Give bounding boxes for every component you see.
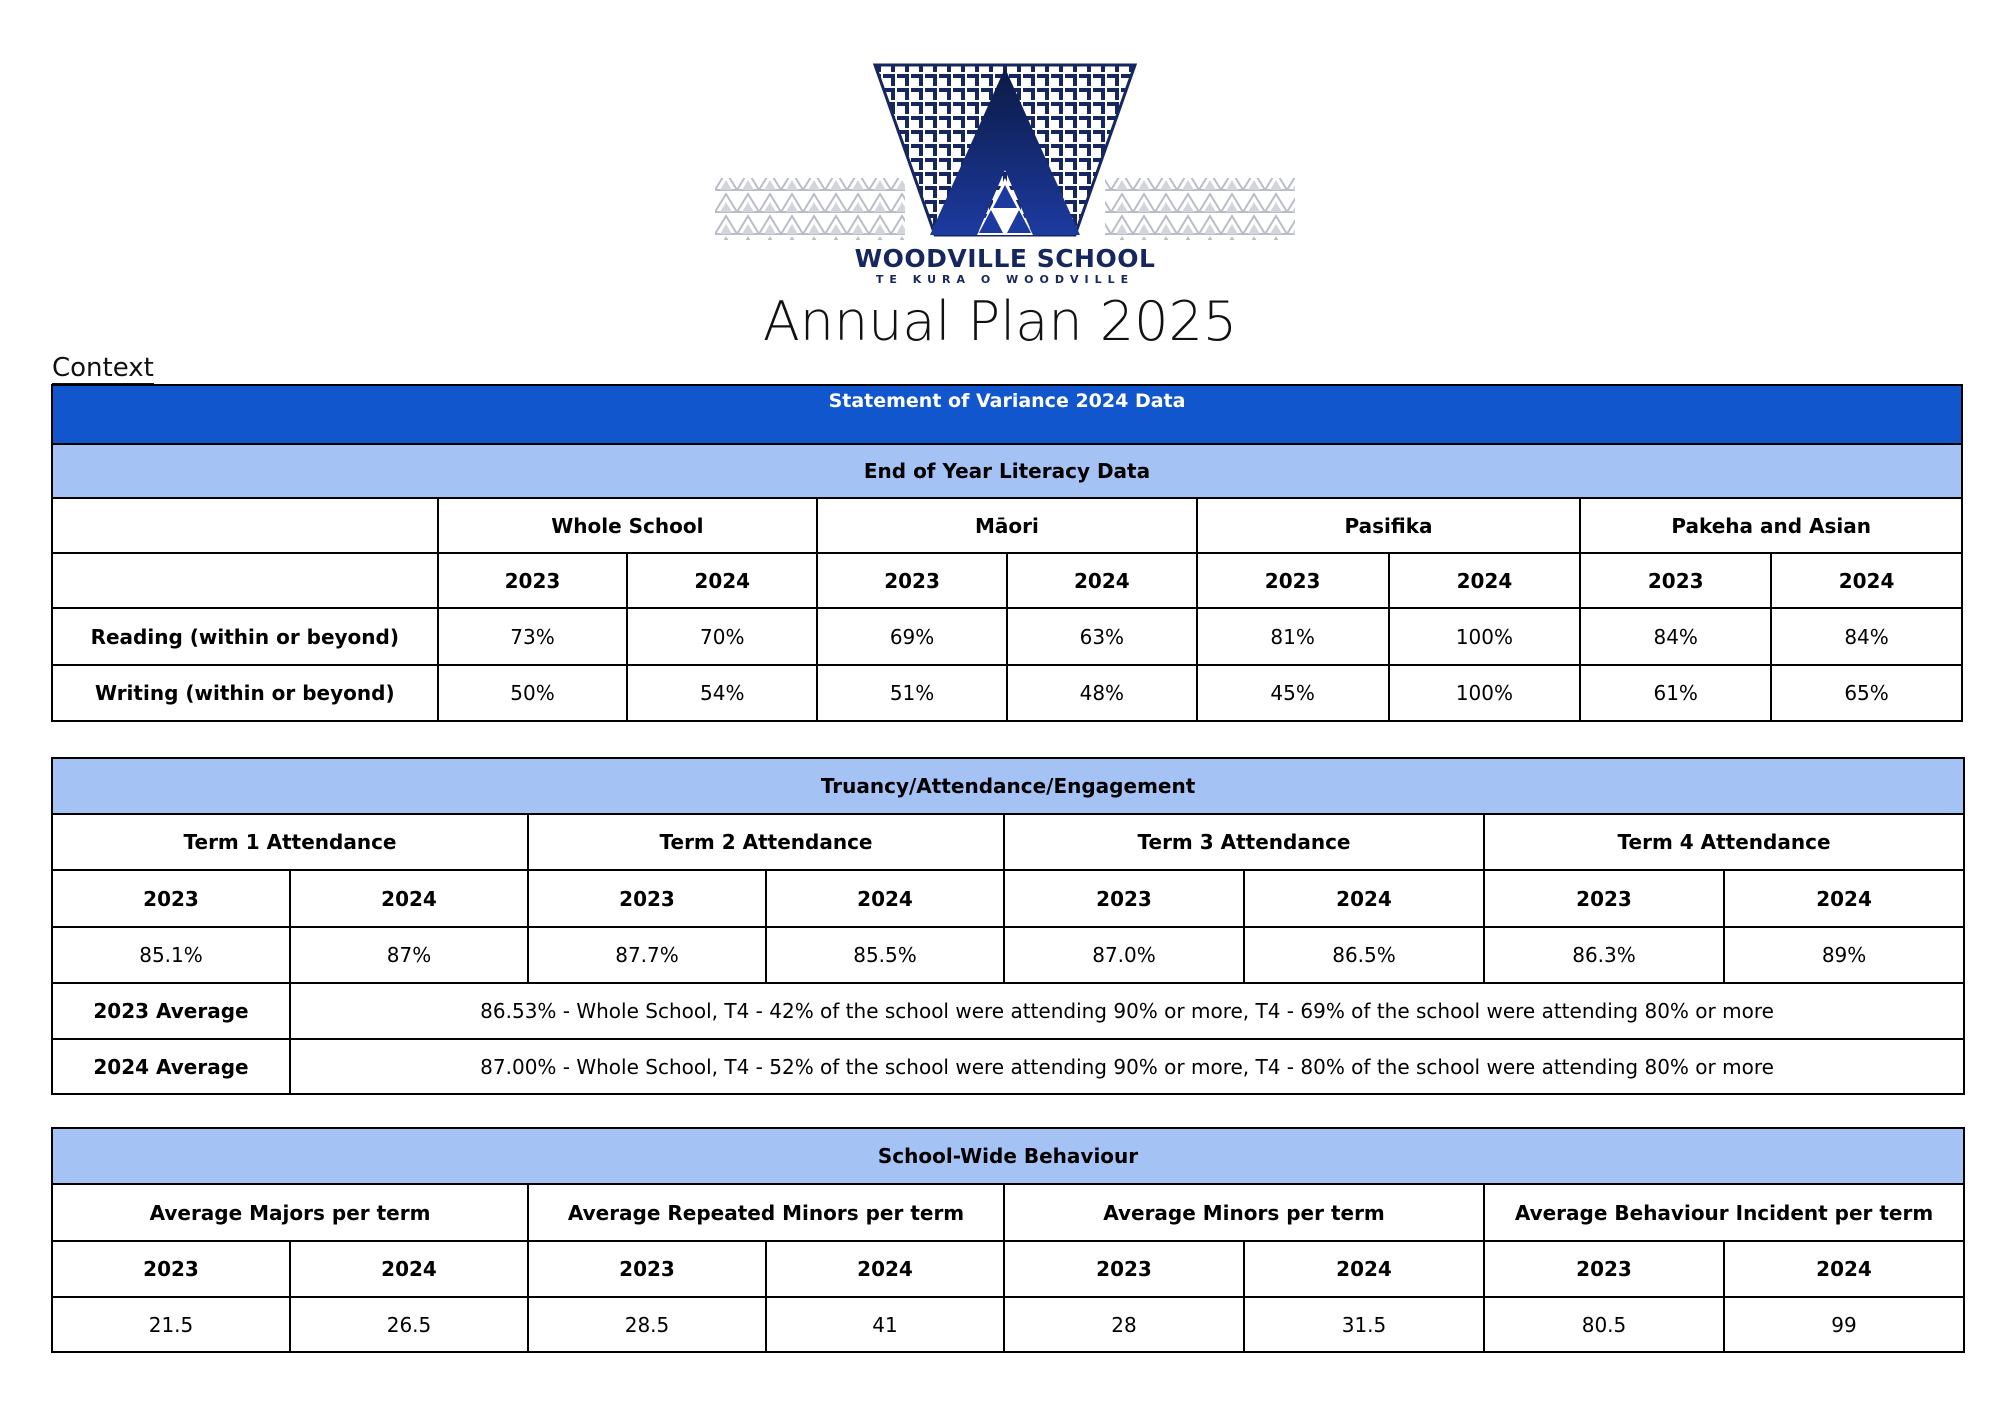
average-label: 2023 Average <box>52 983 290 1039</box>
year-header: 2024 <box>1389 553 1581 608</box>
data-cell: 73% <box>438 608 628 665</box>
measure-header: Average Majors per term <box>52 1184 528 1241</box>
measure-header: Average Behaviour Incident per term <box>1484 1184 1964 1241</box>
data-cell: 80.5 <box>1484 1297 1724 1352</box>
data-cell: 86.3% <box>1484 927 1724 983</box>
group-header: Māori <box>817 498 1197 553</box>
data-cell: 48% <box>1007 665 1197 721</box>
school-logo <box>715 60 1295 290</box>
literacy-section-title: End of Year Literacy Data <box>52 444 1962 498</box>
average-label: 2024 Average <box>52 1039 290 1094</box>
measure-header: Average Minors per term <box>1004 1184 1484 1241</box>
year-header: 2024 <box>766 870 1004 927</box>
data-cell: 41 <box>766 1297 1004 1352</box>
data-cell: 63% <box>1007 608 1197 665</box>
row-label: Writing (within or beyond) <box>52 665 438 721</box>
year-header: 2023 <box>1580 553 1771 608</box>
data-cell: 28.5 <box>528 1297 766 1352</box>
statement-banner-text: Statement of Variance 2024 Data <box>828 389 1186 412</box>
data-cell: 81% <box>1197 608 1389 665</box>
statement-banner <box>52 385 1962 444</box>
data-cell: 89% <box>1724 927 1964 983</box>
year-header: 2024 <box>627 553 817 608</box>
data-cell: 87.0% <box>1004 927 1244 983</box>
data-cell: 31.5 <box>1244 1297 1484 1352</box>
data-cell: 100% <box>1389 665 1581 721</box>
data-cell: 21.5 <box>52 1297 290 1352</box>
year-header: 2023 <box>528 1241 766 1297</box>
year-header: 2024 <box>290 1241 528 1297</box>
table-row <box>52 665 1962 721</box>
year-header: 2023 <box>817 553 1007 608</box>
table-row <box>52 927 1964 983</box>
year-header: 2024 <box>1724 870 1964 927</box>
year-header: 2024 <box>1244 870 1484 927</box>
average-text: 87.00% - Whole School, T4 - 52% of the school were attending 90% or more, T4 - 80% of the school were attending 80% or more <box>290 1039 1964 1094</box>
behaviour-table <box>51 1127 1965 1353</box>
data-cell: 85.1% <box>52 927 290 983</box>
data-cell: 84% <box>1580 608 1771 665</box>
year-header: 2024 <box>1244 1241 1484 1297</box>
data-cell: 65% <box>1771 665 1962 721</box>
year-header: 2023 <box>1484 1241 1724 1297</box>
measure-header: Average Repeated Minors per term <box>528 1184 1004 1241</box>
empty-cell <box>52 553 438 608</box>
data-cell: 45% <box>1197 665 1389 721</box>
year-header: 2024 <box>1771 553 1962 608</box>
school-subtitle: TE KURA O WOODVILLE <box>875 273 1135 286</box>
pattern-band-left <box>715 178 905 240</box>
average-text: 86.53% - Whole School, T4 - 42% of the school were attending 90% or more, T4 - 69% of the school were attending 80% or more <box>290 983 1964 1039</box>
data-cell: 70% <box>627 608 817 665</box>
data-cell: 51% <box>817 665 1007 721</box>
data-cell: 85.5% <box>766 927 1004 983</box>
group-header: Pakeha and Asian <box>1580 498 1962 553</box>
literacy-table <box>51 384 1963 722</box>
school-name: WOODVILLE SCHOOL <box>854 244 1156 273</box>
row-label: Reading (within or beyond) <box>52 608 438 665</box>
data-cell: 54% <box>627 665 817 721</box>
empty-cell <box>52 498 438 553</box>
data-cell: 26.5 <box>290 1297 528 1352</box>
context-heading: Context <box>52 353 154 383</box>
page-title: Annual Plan 2025 <box>762 290 1238 353</box>
data-cell: 87% <box>290 927 528 983</box>
term-header: Term 2 Attendance <box>528 814 1004 870</box>
year-header: 2023 <box>1004 870 1244 927</box>
term-header: Term 1 Attendance <box>52 814 528 870</box>
term-header: Term 3 Attendance <box>1004 814 1484 870</box>
year-header: 2024 <box>1007 553 1197 608</box>
year-header: 2024 <box>1724 1241 1964 1297</box>
data-cell: 28 <box>1004 1297 1244 1352</box>
year-header: 2023 <box>52 870 290 927</box>
table-row <box>52 1297 1964 1352</box>
data-cell: 84% <box>1771 608 1962 665</box>
year-header: 2023 <box>1484 870 1724 927</box>
group-header: Pasifika <box>1197 498 1581 553</box>
attendance-section-title: Truancy/Attendance/Engagement <box>52 758 1964 814</box>
year-header: 2023 <box>438 553 628 608</box>
group-header: Whole School <box>438 498 818 553</box>
data-cell: 61% <box>1580 665 1771 721</box>
behaviour-section-title: School-Wide Behaviour <box>52 1128 1964 1184</box>
year-header: 2023 <box>1197 553 1389 608</box>
term-header: Term 4 Attendance <box>1484 814 1964 870</box>
data-cell: 99 <box>1724 1297 1964 1352</box>
year-header: 2023 <box>1004 1241 1244 1297</box>
data-cell: 69% <box>817 608 1007 665</box>
year-header: 2023 <box>52 1241 290 1297</box>
year-header: 2024 <box>766 1241 1004 1297</box>
year-header: 2024 <box>290 870 528 927</box>
data-cell: 86.5% <box>1244 927 1484 983</box>
table-row <box>52 983 1964 1039</box>
data-cell: 50% <box>438 665 628 721</box>
table-row <box>52 1039 1964 1094</box>
pattern-band-right <box>1105 178 1295 240</box>
table-row <box>52 608 1962 665</box>
data-cell: 100% <box>1389 608 1581 665</box>
data-cell: 87.7% <box>528 927 766 983</box>
attendance-table <box>51 757 1965 1095</box>
year-header: 2023 <box>528 870 766 927</box>
